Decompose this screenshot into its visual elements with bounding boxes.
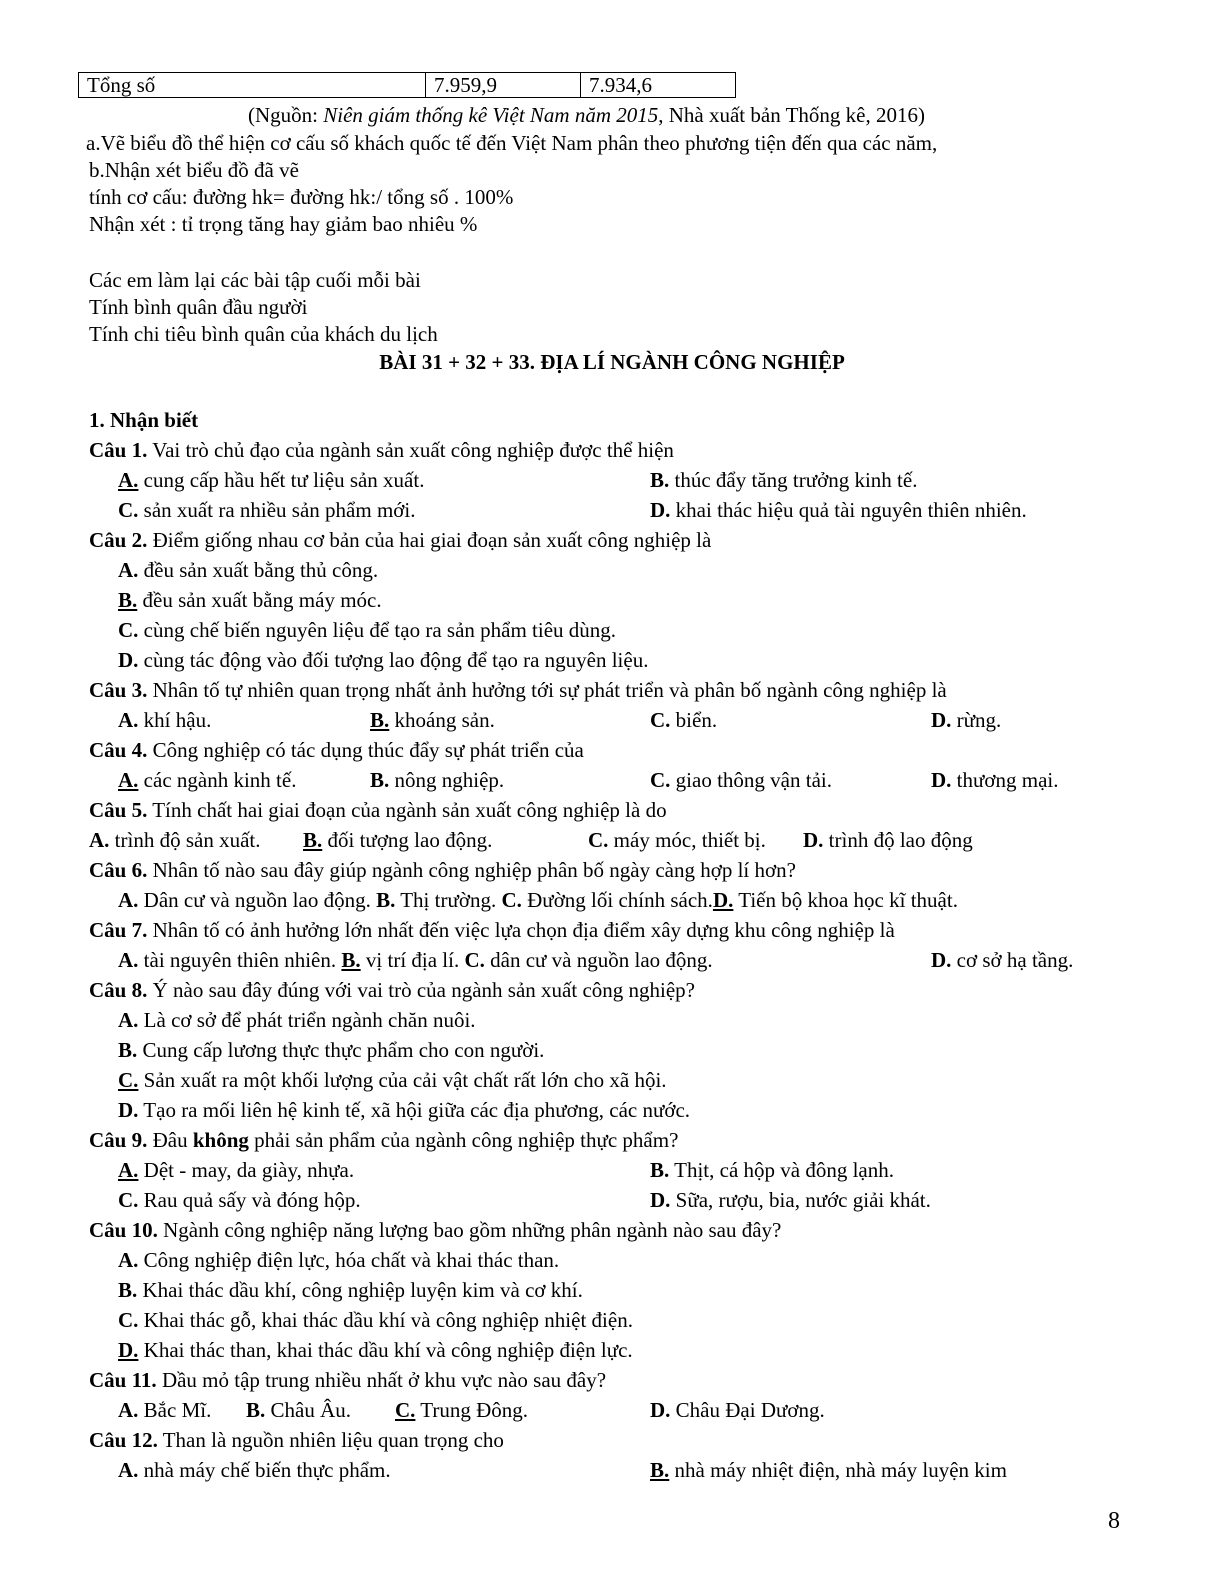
question-label: Câu 2.: [89, 528, 148, 552]
q10-option-b: [118, 1275, 583, 1305]
option-letter: A.: [118, 888, 139, 912]
question-text: Tính chất hai giai đoạn của ngành sản xuất công nghiệp là do: [147, 798, 667, 822]
option-text: Rau quả sấy và đóng hộp.: [138, 1188, 361, 1212]
homework-note-2: Tính bình quân đầu người: [89, 295, 308, 319]
q10-option-d: [118, 1335, 633, 1365]
option-text: đều sản xuất bằng thủ công.: [138, 558, 379, 582]
q7-option-d: [931, 945, 1073, 975]
question-label: Câu 1.: [89, 438, 148, 462]
q4-option-a: [118, 765, 296, 795]
option-text: Khai thác gỗ, khai thác dầu khí và công nghiệp nhiệt điện.: [138, 1308, 633, 1332]
option-letter: C.: [118, 498, 139, 522]
q9-option-d: [650, 1185, 931, 1215]
option-text: vị trí địa lí.: [360, 948, 465, 972]
option-letter: D.: [118, 648, 139, 672]
question-label: Câu 3.: [89, 678, 148, 702]
option-text: sản xuất ra nhiều sản phẩm mới.: [143, 498, 416, 522]
q11-option-a: [118, 1395, 211, 1425]
q11-option-b: [246, 1395, 351, 1425]
option-letter: C.: [118, 1068, 139, 1092]
question-text: Ngành công nghiệp năng lượng bao gồm những phân ngành nào sau đây?: [157, 1218, 782, 1242]
q2-option-b: [118, 585, 382, 615]
option-letter: C.: [118, 1308, 139, 1332]
option-text: đối tượng lao động.: [322, 828, 493, 852]
option-letter: B.: [118, 1038, 138, 1062]
q11-option-d: [650, 1395, 825, 1425]
option-text: trình độ lao động: [823, 828, 973, 852]
data-table-total-row: [78, 72, 736, 98]
option-letter: B.: [650, 1158, 670, 1182]
exercise-a: a.Vẽ biểu đồ thể hiện cơ cấu số khách quốc tế đến Việt Nam phân theo phương tiện đến qua các năm,: [86, 131, 938, 155]
page-number: 8: [1108, 1508, 1120, 1534]
comment-instruction: Nhận xét : tỉ trọng tăng hay giảm bao nhiêu %: [89, 212, 478, 236]
question-label: Câu 10.: [89, 1218, 158, 1242]
question-label: Câu 11.: [89, 1368, 157, 1392]
option-letter: B.: [118, 588, 138, 612]
option-text: Cung cấp lương thực thực phẩm cho con người.: [137, 1038, 545, 1062]
option-text: cùng chế biến nguyên liệu để tạo ra sản phẩm tiêu dùng.: [138, 618, 617, 642]
source-title: Niên giám thống kê Việt Nam năm 2015: [323, 103, 659, 127]
option-text: Bắc Mĩ.: [138, 1398, 212, 1422]
q3-option-a: [118, 705, 211, 735]
q1-option-a: [118, 465, 424, 495]
question-text: Dầu mỏ tập trung nhiều nhất ở khu vực nào sau đây?: [156, 1368, 607, 1392]
source-prefix: (Nguồn:: [248, 103, 324, 127]
question-text: phải sản phẩm của ngành công nghiệp thực phẩm?: [248, 1128, 679, 1152]
option-text: các ngành kinh tế.: [138, 768, 297, 792]
option-text: Trung Đông.: [415, 1398, 529, 1422]
question-text: Đâu: [147, 1128, 193, 1152]
structure-formula: tính cơ cấu: đường hk= đường hk:/ tổng số . 100%: [89, 185, 514, 209]
q11-option-c: [395, 1395, 528, 1425]
q4-option-d: [931, 765, 1058, 795]
lesson-title: BÀI 31 + 32 + 33. ĐỊA LÍ NGÀNH CÔNG NGHIỆP: [379, 350, 845, 374]
question-text: Nhân tố tự nhiên quan trọng nhất ảnh hưởng tới sự phát triển và phân bố ngành công nghiệp là: [147, 678, 947, 702]
option-letter: A.: [118, 948, 139, 972]
question-2: [89, 525, 711, 555]
option-letter: C.: [650, 708, 671, 732]
option-letter: C.: [650, 768, 671, 792]
option-text: Tạo ra mối liên hệ kinh tế, xã hội giữa các địa phương, các nước.: [138, 1098, 691, 1122]
option-text: Châu Âu.: [265, 1398, 352, 1422]
q5-option-a: [89, 825, 260, 855]
option-letter: B.: [246, 1398, 266, 1422]
option-text: nông nghiệp.: [389, 768, 505, 792]
option-letter: D.: [650, 1398, 671, 1422]
option-letter: B.: [303, 828, 323, 852]
option-letter: A.: [118, 768, 139, 792]
option-text: nhà máy nhiệt điện, nhà máy luyện kim: [669, 1458, 1007, 1482]
q12-option-b: [650, 1455, 1007, 1485]
option-text: biển.: [670, 708, 718, 732]
option-letter: B.: [650, 1458, 670, 1482]
table-cell-label: Tổng số: [79, 73, 426, 98]
question-text: Nhân tố nào sau đây giúp ngành công nghiệp phân bố ngày càng hợp lí hơn?: [147, 858, 796, 882]
question-11: [89, 1365, 606, 1395]
option-letter: A.: [118, 1008, 139, 1032]
question-text: Nhân tố có ảnh hưởng lớn nhất đến việc lựa chọn địa điểm xây dựng khu công nghiệp là: [147, 918, 895, 942]
question-5: [89, 795, 667, 825]
option-text: Khai thác dầu khí, công nghiệp luyện kim và cơ khí.: [137, 1278, 583, 1302]
option-text: Khai thác than, khai thác dầu khí và công nghiệp điện lực.: [138, 1338, 633, 1362]
question-label: Câu 5.: [89, 798, 148, 822]
option-text: Dân cư và nguồn lao động.: [138, 888, 377, 912]
q1-option-c: [118, 495, 415, 525]
question-3: [89, 675, 947, 705]
option-text: Sản xuất ra một khối lượng của cải vật chất rất lớn cho xã hội.: [138, 1068, 667, 1092]
question-12: [89, 1425, 504, 1455]
question-text: Than là nguồn nhiên liệu quan trọng cho: [157, 1428, 504, 1452]
q7-options-abc: [118, 945, 713, 975]
option-letter: C.: [118, 618, 139, 642]
option-letter: A.: [118, 1458, 139, 1482]
question-emphasis: không: [192, 1128, 249, 1152]
option-letter: D.: [712, 888, 734, 912]
option-text: khai thác hiệu quả tài nguyên thiên nhiên.: [675, 498, 1027, 522]
option-letter: D.: [118, 1098, 139, 1122]
question-text: Vai trò chủ đạo của ngành sản xuất công nghiệp được thể hiện: [147, 438, 674, 462]
q3-option-b: [370, 705, 495, 735]
q4-option-c: [650, 765, 832, 795]
question-label: Câu 8.: [89, 978, 148, 1002]
q2-option-a: [118, 555, 378, 585]
option-letter: A.: [118, 708, 139, 732]
question-label: Câu 9.: [89, 1128, 148, 1152]
q10-option-c: [118, 1305, 633, 1335]
q2-option-d: [118, 645, 648, 675]
q12-option-a: [118, 1455, 391, 1485]
option-letter: D.: [931, 708, 952, 732]
table-cell-value-2: 7.934,6: [581, 73, 736, 98]
question-text: Ý nào sau đây đúng với vai trò của ngành sản xuất công nghiệp?: [147, 978, 695, 1002]
option-text: cung cấp hầu hết tư liệu sản xuất.: [143, 468, 425, 492]
q6-options: [118, 885, 958, 915]
option-letter: C.: [118, 1188, 139, 1212]
question-label: Câu 6.: [89, 858, 148, 882]
q4-option-b: [370, 765, 504, 795]
option-text: thúc đẩy tăng trưởng kinh tế.: [674, 468, 918, 492]
option-text: dân cư và nguồn lao động.: [484, 948, 713, 972]
exercise-b: b.Nhận xét biểu đồ đã vẽ: [89, 158, 299, 182]
option-letter: D.: [931, 948, 952, 972]
q5-option-b: [303, 825, 492, 855]
q8-option-b: [118, 1035, 544, 1065]
option-text: khoáng sản.: [389, 708, 495, 732]
question-label: Câu 12.: [89, 1428, 158, 1452]
q8-option-d: [118, 1095, 690, 1125]
option-text: Tiến bộ khoa học kĩ thuật.: [733, 888, 958, 912]
question-4: [89, 735, 584, 765]
q3-option-c: [650, 705, 717, 735]
q2-option-c: [118, 615, 616, 645]
question-9: [89, 1125, 678, 1155]
option-letter: D.: [803, 828, 824, 852]
q5-option-d: [803, 825, 973, 855]
option-letter: C.: [395, 1398, 416, 1422]
option-letter: D.: [931, 768, 952, 792]
question-text: Điểm giống nhau cơ bản của hai giai đoạn sản xuất công nghiệp là: [147, 528, 712, 552]
homework-note-3: Tính chi tiêu bình quân của khách du lịch: [89, 322, 438, 346]
q1-option-d: [650, 495, 1027, 525]
option-letter: B.: [341, 948, 361, 972]
option-text: giao thông vận tải.: [670, 768, 832, 792]
question-6: [89, 855, 796, 885]
option-text: rừng.: [951, 708, 1002, 732]
q9-option-c: [118, 1185, 361, 1215]
q9-option-a: [118, 1155, 354, 1185]
question-1: [89, 435, 674, 465]
option-letter: B.: [650, 468, 670, 492]
q8-option-a: [118, 1005, 476, 1035]
option-letter: B.: [370, 768, 390, 792]
option-letter: A.: [118, 558, 139, 582]
option-text: tài nguyên thiên nhiên.: [138, 948, 342, 972]
option-text: Sữa, rượu, bia, nước giải khát.: [670, 1188, 931, 1212]
option-text: cùng tác động vào đối tượng lao động để tạo ra nguyên liệu.: [138, 648, 649, 672]
option-text: cơ sở hạ tầng.: [951, 948, 1074, 972]
question-label: Câu 7.: [89, 918, 148, 942]
option-letter: C.: [464, 948, 485, 972]
q8-option-c: [118, 1065, 667, 1095]
option-text: máy móc, thiết bị.: [608, 828, 766, 852]
question-text: Công nghiệp có tác dụng thúc đẩy sự phát triển của: [147, 738, 584, 762]
option-letter: D.: [650, 498, 671, 522]
q1-option-b: [650, 465, 917, 495]
option-text: thương mại.: [951, 768, 1059, 792]
option-text: khí hậu.: [138, 708, 212, 732]
option-letter: A.: [118, 1248, 139, 1272]
option-text: Công nghiệp điện lực, hóa chất và khai thác than.: [138, 1248, 560, 1272]
option-text: Đường lối chính sách.: [521, 888, 713, 912]
source-note: [248, 100, 925, 130]
option-letter: A.: [118, 1158, 139, 1182]
question-8: [89, 975, 695, 1005]
option-text: Dệt - may, da giày, nhựa.: [138, 1158, 355, 1182]
option-letter: B.: [376, 888, 396, 912]
option-letter: C.: [588, 828, 609, 852]
option-letter: D.: [650, 1188, 671, 1212]
q5-option-c: [588, 825, 766, 855]
option-letter: C.: [501, 888, 522, 912]
source-suffix: , Nhà xuất bản Thống kê, 2016): [658, 103, 925, 127]
q3-option-d: [931, 705, 1001, 735]
section-heading: 1. Nhận biết: [89, 408, 199, 432]
option-text: Châu Đại Dương.: [670, 1398, 825, 1422]
homework-note-1: Các em làm lại các bài tập cuối mỗi bài: [89, 268, 421, 292]
question-label: Câu 4.: [89, 738, 148, 762]
table-row: [79, 73, 736, 98]
option-letter: B.: [118, 1278, 138, 1302]
table-cell-value-1: 7.959,9: [426, 73, 581, 98]
option-text: Là cơ sở để phát triển ngành chăn nuôi.: [138, 1008, 476, 1032]
option-letter: A.: [89, 828, 110, 852]
q9-option-b: [650, 1155, 894, 1185]
option-letter: A.: [118, 1398, 139, 1422]
option-letter: D.: [118, 1338, 139, 1362]
option-text: Thịt, cá hộp và đông lạnh.: [669, 1158, 895, 1182]
question-7: [89, 915, 895, 945]
q10-option-a: [118, 1245, 559, 1275]
option-text: nhà máy chế biến thực phẩm.: [138, 1458, 391, 1482]
option-text: đều sản xuất bằng máy móc.: [137, 588, 382, 612]
option-text: Thị trường.: [395, 888, 502, 912]
option-text: trình độ sản xuất.: [109, 828, 261, 852]
question-10: [89, 1215, 781, 1245]
option-letter: A.: [118, 468, 139, 492]
option-letter: B.: [370, 708, 390, 732]
